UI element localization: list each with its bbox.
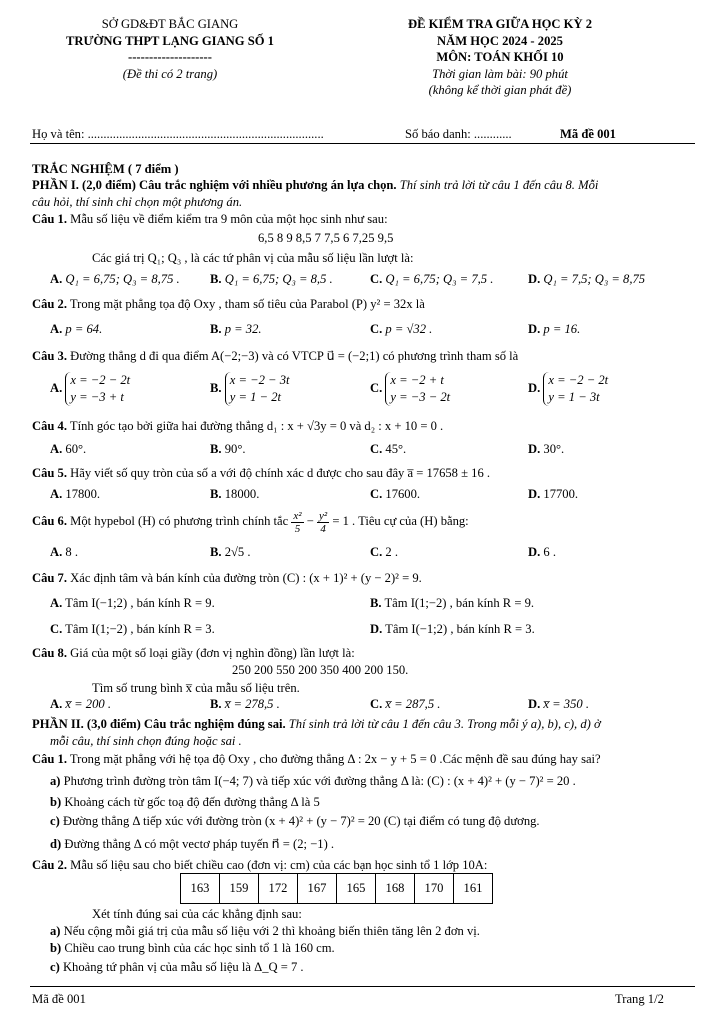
option-letter: B.: [370, 596, 382, 610]
statement-text: Nếu cộng mỗi giá trị của mẫu số liệu với 2 thì khoảng biến thiên tăng lên 2 đơn vị.: [63, 924, 480, 938]
q2-stem: [32, 296, 425, 312]
numerator: y²: [318, 509, 328, 522]
option-letter: A.: [50, 322, 63, 336]
q6-text-2: = 1 . Tiêu cự của (H) bằng:: [329, 514, 469, 528]
option-text: 30°.: [543, 442, 565, 456]
option-letter: D.: [528, 697, 541, 711]
footer-page-number: Trang 1/2: [615, 992, 664, 1006]
exam-title: ĐỀ KIỂM TRA GIỮA HỌC KỲ 2: [407, 17, 593, 31]
option-letter: A.: [50, 487, 63, 501]
statement-text: Khoảng tứ phân vị của mẫu số liệu là Δ_Q = 7 .: [62, 960, 304, 974]
option-letter: A.: [50, 380, 63, 395]
option-letter: A.: [50, 596, 63, 610]
q6-label: Câu 6.: [32, 514, 67, 528]
p2q1-statement-b[interactable]: [50, 794, 320, 810]
info-divider: [30, 143, 695, 144]
option-text: Tâm I(1;−2) , bán kính R = 3.: [65, 622, 215, 636]
q3-label: Câu 3.: [32, 349, 67, 363]
q8-option-a[interactable]: [50, 697, 111, 712]
q6-option-b[interactable]: [210, 545, 251, 560]
option-letter: A.: [50, 442, 63, 456]
q3-option-a[interactable]: [50, 372, 130, 406]
q1-data: 6,5 8 9 8,5 7 7,5 6 7,25 9,5: [258, 231, 394, 245]
option-text: x̅ = 278,5 .: [224, 697, 280, 711]
q7-option-c[interactable]: [50, 622, 215, 637]
equation-x: x = −2 + t: [390, 373, 444, 387]
part1-instruction-2: câu hỏi, thí sinh chỉ chọn một phương án.: [32, 195, 243, 209]
p2q2-ask: Xét tính đúng sai của các khẳng định sau:: [92, 907, 302, 921]
p2q1-label: Câu 1.: [32, 752, 67, 766]
school-name: TRƯỜNG THPT LẠNG GIANG SỐ 1: [66, 33, 274, 48]
option-text: 6 .: [543, 545, 556, 559]
duration: Thời gian làm bài: 90 phút: [432, 66, 568, 81]
option-text: p = √32 .: [385, 322, 433, 336]
q5-option-d[interactable]: [528, 487, 578, 502]
q7-text: Xác định tâm và bán kính của đường tròn (C) : (x + 1)² + (y − 2)² = 9.: [67, 571, 422, 585]
q5-label: Câu 5.: [32, 466, 67, 480]
part2-instruction-2: mỗi câu, thí sinh chọn đúng hoặc sai .: [50, 734, 242, 748]
statement-text: Đường thẳng Δ có một vectơ pháp tuyến n⃗ = (2; −1) .: [64, 837, 335, 851]
q4-text: Tính góc tạo bởi giữa hai đường thẳng d₁ : x + √3y = 0 và d₂ : x + 10 = 0 .: [67, 419, 444, 433]
q3-stem: [32, 348, 518, 364]
p2q2-label: Câu 2.: [32, 858, 67, 872]
option-letter: C.: [370, 380, 383, 395]
option-text: Q₁ = 6,75; Q₃ = 8,5 .: [224, 272, 333, 286]
option-letter: D.: [528, 322, 541, 336]
statement-letter: c): [50, 814, 60, 828]
q4-option-a[interactable]: [50, 442, 86, 457]
option-letter: B.: [210, 442, 222, 456]
q3-option-c[interactable]: [370, 372, 450, 406]
table-cell: 167: [298, 874, 337, 904]
q8-label: Câu 8.: [32, 646, 67, 660]
option-text: Tâm I(−1;2) , bán kính R = 3.: [385, 622, 535, 636]
option-letter: A.: [50, 697, 63, 711]
equation-system: [543, 372, 608, 406]
table-cell: 172: [259, 874, 298, 904]
q2-option-b[interactable]: [210, 322, 262, 337]
statement-letter: c): [50, 960, 60, 974]
option-text: Tâm I(−1;2) , bán kính R = 9.: [65, 596, 215, 610]
option-letter: B.: [210, 545, 222, 559]
header-left: [40, 16, 300, 82]
statement-letter: d): [50, 837, 62, 851]
q7-option-d[interactable]: [370, 622, 535, 637]
table-cell: 159: [220, 874, 259, 904]
q2-option-a[interactable]: [50, 322, 102, 337]
table-row: [181, 874, 493, 904]
q7-stem: [32, 570, 422, 586]
fraction-y: [317, 510, 329, 535]
equation-system: [225, 372, 290, 406]
q8-option-d[interactable]: [528, 697, 589, 712]
p2q2-statement-a[interactable]: [50, 923, 480, 939]
part2-instruction: Thí sinh trả lời từ câu 1 đến câu 3. Trong mỗi ý a), b), c), d) ở: [285, 717, 601, 731]
option-text: 17800.: [65, 487, 101, 501]
subject: MÔN: TOÁN KHỐI 10: [436, 50, 564, 64]
denominator: 4: [320, 522, 326, 535]
option-letter: D.: [528, 272, 541, 286]
equation-x: x = −2 − 2t: [70, 373, 131, 387]
option-letter: B.: [210, 487, 222, 501]
option-text: 2 .: [385, 545, 398, 559]
option-letter: B.: [210, 272, 222, 286]
option-letter: C.: [370, 545, 383, 559]
option-letter: C.: [370, 697, 383, 711]
heights-table: [180, 873, 493, 904]
exam-code: Mã đề 001: [560, 127, 616, 141]
statement-letter: a): [50, 774, 61, 788]
option-letter: D.: [528, 487, 541, 501]
q5-text: Hãy viết số quy tròn của số a với độ chính xác d được cho sau đây a̅ = 17658 ± 16 .: [67, 466, 491, 480]
q3-option-b[interactable]: [210, 372, 290, 406]
p2q2-statement-c[interactable]: [50, 959, 304, 975]
option-text: 90°.: [224, 442, 246, 456]
option-text: p = 64.: [65, 322, 103, 336]
q1-stem: [32, 211, 388, 227]
equation-y: y = −3 + t: [70, 390, 124, 404]
table-cell: 168: [376, 874, 415, 904]
q7-label: Câu 7.: [32, 571, 67, 585]
q6-stem: Câu 6. Một hypebol (H) có phương trình chính tắc $\frac{\text{x²}}{5}$ − $\frac{\text{y²}}{4}$ = 1 . Tiêu cự của (H) bằng:: [32, 509, 469, 535]
q2-option-d[interactable]: [528, 322, 580, 337]
equation-x: x = −2 − 2t: [548, 373, 609, 387]
q3-option-d[interactable]: [528, 372, 608, 406]
option-text: 8 .: [65, 545, 78, 559]
option-text: x̅ = 350 .: [543, 697, 589, 711]
option-text: p = 32.: [224, 322, 262, 336]
statement-letter: b): [50, 941, 62, 955]
equation-system: [65, 372, 130, 406]
option-text: Q₁ = 6,75; Q₃ = 7,5 .: [385, 272, 494, 286]
fraction-x: [291, 510, 303, 535]
option-text: Q₁ = 6,75; Q₃ = 8,75 .: [65, 272, 180, 286]
option-letter: C.: [50, 622, 63, 636]
option-letter: A.: [50, 272, 63, 286]
p2q1-text: Trong mặt phẳng với hệ tọa độ Oxy , cho đường thẳng Δ : 2x − y + 5 = 0 .Các mệnh đề sau đúng hay sai?: [67, 752, 601, 766]
equation-system: [385, 372, 450, 406]
duration-note: (không kể thời gian phát đề): [428, 83, 572, 97]
option-letter: C.: [370, 442, 383, 456]
q2-label: Câu 2.: [32, 297, 67, 311]
statement-text: Đường thẳng Δ tiếp xúc với đường tròn (x + 4)² + (y − 7)² = 20 (C) tại điểm có tung độ dương.: [62, 814, 540, 828]
q2-option-c[interactable]: [370, 322, 432, 337]
equation-y: y = −3 − 2t: [390, 390, 451, 404]
q2-text: Trong mặt phẳng tọa độ Oxy , tham số tiêu của Parabol (P) y² = 32x là: [67, 297, 425, 311]
q6-text: Một hypebol (H) có phương trình chính tắc: [67, 514, 292, 528]
department-name: SỞ GD&ĐT BẮC GIANG: [101, 17, 239, 31]
q4-stem: [32, 418, 443, 434]
student-name-line: Họ và tên: ...........................................................................: [32, 127, 324, 141]
q6-option-c[interactable]: [370, 545, 398, 560]
option-text: x̅ = 287,5 .: [385, 697, 441, 711]
p2q1-statement-c[interactable]: [50, 813, 540, 829]
q4-option-c[interactable]: [370, 442, 406, 457]
option-text: 17700.: [543, 487, 579, 501]
page-count-note: (Đề thi có 2 trang): [122, 66, 218, 81]
q7-option-a[interactable]: [50, 596, 215, 611]
school-year: NĂM HỌC 2024 - 2025: [437, 33, 563, 48]
footer-exam-code: Mã đề 001: [32, 992, 86, 1006]
option-letter: C.: [370, 487, 383, 501]
part1-instruction: Thí sinh trả lời từ câu 1 đến câu 8. Mỗi: [396, 178, 599, 192]
option-letter: D.: [370, 622, 383, 636]
p2q1-stem: [32, 751, 601, 767]
p2q1-statement-a[interactable]: [50, 773, 576, 789]
option-letter: B.: [210, 697, 222, 711]
option-text: 2√5 .: [224, 545, 251, 559]
table-cell: 165: [337, 874, 376, 904]
statement-text: Chiều cao trung bình của các học sinh tổ 1 là 160 cm.: [64, 941, 335, 955]
p2q2-text: Mẫu số liệu sau cho biết chiều cao (đơn vị: cm) của các bạn học sinh tổ 1 lớp 10A:: [67, 858, 488, 872]
part1-heading: [32, 177, 598, 193]
table-cell: 163: [181, 874, 220, 904]
part2-heading-text: PHẦN II. (3,0 điểm) Câu trắc nghiệm đúng sai.: [32, 717, 286, 731]
section-title: TRẮC NGHIỆM ( 7 điểm ): [32, 162, 179, 176]
option-letter: D.: [528, 442, 541, 456]
q8-ask: Tìm số trung bình x̅ của mẫu số liệu trên.: [92, 681, 300, 695]
student-id-line: Số báo danh: ............: [405, 127, 512, 141]
q4-label: Câu 4.: [32, 419, 67, 433]
option-letter: D.: [528, 545, 541, 559]
q7-option-b[interactable]: [370, 596, 534, 611]
option-letter: A.: [50, 545, 63, 559]
p2q2-stem: [32, 857, 487, 873]
numerator: x²: [293, 509, 302, 522]
q1-label: Câu 1.: [32, 212, 67, 226]
option-text: x̅ = 200 .: [65, 697, 111, 711]
q8-data: 250 200 550 200 350 400 200 150.: [232, 663, 409, 677]
option-text: p = 16.: [543, 322, 581, 336]
q1-text: Mẫu số liệu về điểm kiểm tra 9 môn của một học sinh như sau:: [67, 212, 388, 226]
q6-option-a[interactable]: [50, 545, 78, 560]
option-letter: C.: [370, 322, 383, 336]
denominator: 5: [294, 522, 301, 535]
q8-stem: [32, 645, 355, 661]
statement-text: Khoảng cách từ gốc toạ độ đến đường thẳng Δ là 5: [64, 795, 320, 809]
p2q2-statement-b[interactable]: [50, 940, 335, 956]
statement-letter: b): [50, 795, 62, 809]
q6-option-d[interactable]: [528, 545, 556, 560]
q1-ask: Các giá trị Q₁; Q₃ , là các tứ phân vị của mẫu số liệu lần lượt là:: [92, 251, 414, 265]
equation-x: x = −2 − 3t: [229, 373, 290, 387]
option-text: 18000.: [224, 487, 260, 501]
q8-text: Giá của một số loại giầy (đơn vị nghìn đồng) lần lượt là:: [67, 646, 355, 660]
part2-heading: [32, 716, 601, 732]
equation-y: y = 1 − 3t: [548, 390, 600, 404]
option-text: Tâm I(1;−2) , bán kính R = 9.: [384, 596, 535, 610]
option-text: Q₁ = 7,5; Q₃ = 8,75: [543, 272, 646, 286]
option-text: 60°.: [65, 442, 87, 456]
divider-dashes: --------------------: [128, 50, 212, 64]
part1-heading-text: PHẦN I. (2,0 điểm) Câu trắc nghiệm với nhiều phương án lựa chọn.: [32, 178, 397, 192]
q5-option-a[interactable]: [50, 487, 100, 502]
p2q1-statement-d[interactable]: [50, 836, 334, 852]
footer-divider: [30, 986, 695, 987]
option-text: 45°.: [385, 442, 407, 456]
q5-option-b[interactable]: [210, 487, 259, 502]
table-cell: 161: [454, 874, 493, 904]
q4-option-d[interactable]: [528, 442, 564, 457]
q5-stem: [32, 465, 490, 481]
option-letter: B.: [210, 380, 222, 395]
q8-option-b[interactable]: [210, 697, 280, 712]
q1-option-d[interactable]: [528, 272, 645, 287]
option-letter: B.: [210, 322, 222, 336]
option-letter: D.: [528, 380, 541, 395]
q3-text: Đường thẳng d đi qua điểm A(−2;−3) và có VTCP u⃗ = (−2;1) có phương trình tham số là: [67, 349, 519, 363]
statement-letter: a): [50, 924, 61, 938]
q4-option-b[interactable]: [210, 442, 246, 457]
q1-option-c[interactable]: [370, 272, 493, 287]
statement-text: Phương trình đường tròn tâm I(−4; 7) và tiếp xúc với đường thẳng Δ là: (C) : (x + 4)² + (y − 7)² = 20 .: [63, 774, 576, 788]
equation-y: y = 1 − 2t: [229, 390, 281, 404]
q1-option-a[interactable]: [50, 272, 180, 287]
option-text: 17600.: [385, 487, 421, 501]
q8-option-c[interactable]: [370, 697, 440, 712]
option-letter: C.: [370, 272, 383, 286]
header-right: [370, 16, 630, 99]
q5-option-c[interactable]: [370, 487, 420, 502]
q1-option-b[interactable]: [210, 272, 333, 287]
table-cell: 170: [415, 874, 454, 904]
